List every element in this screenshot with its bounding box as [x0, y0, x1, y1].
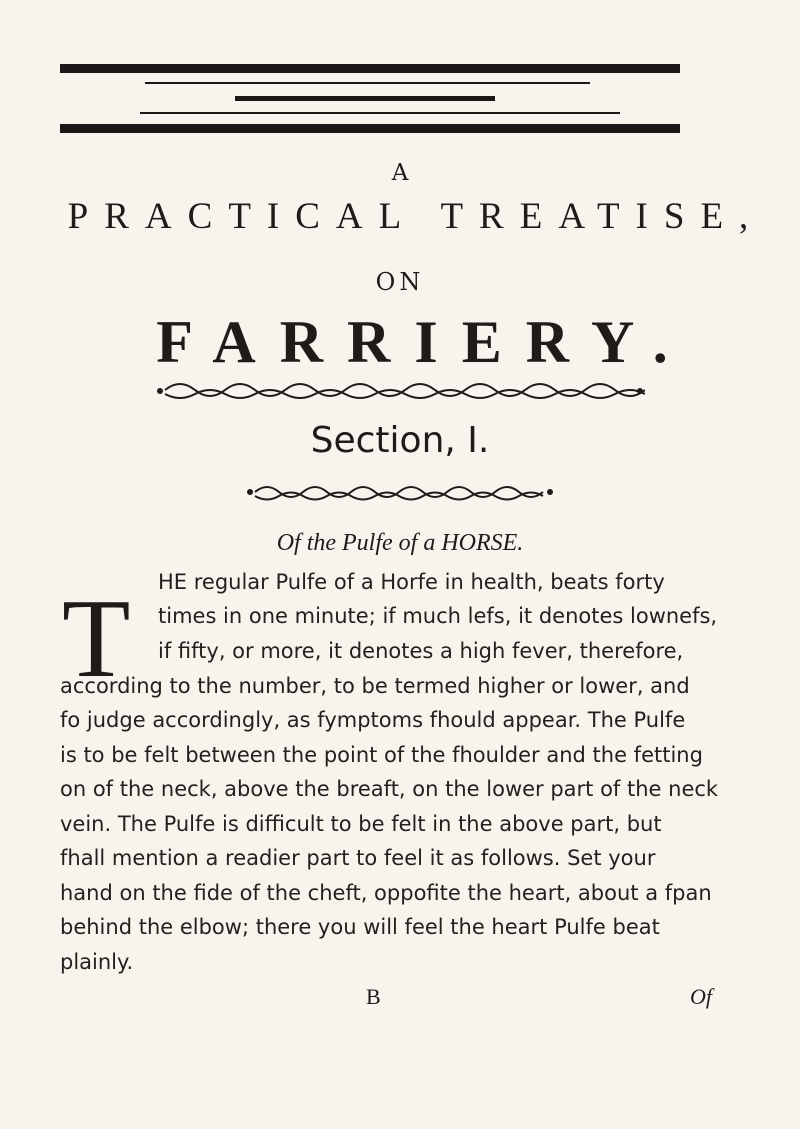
body-line: on of the neck, above the breaft, on the lower part of the neck — [60, 777, 719, 801]
body-line: HE regular Pulfe of a Horfe in health, beats forty — [158, 570, 665, 594]
body-line: fo judge accordingly, as fymptoms fhould appear. The Pulfe — [60, 708, 686, 732]
body-line: behind the elbow; there you will feel the heart Pulfe beat — [60, 915, 660, 939]
body-line: hand on the fide of the cheft, oppofite the heart, about a fpan — [60, 881, 712, 905]
signature-mark: B — [366, 984, 381, 1009]
body-line: plainly. — [60, 950, 134, 974]
page-title: PRACTICAL TREATISE, — [67, 196, 765, 237]
body-line: according to the number, to be termed higher or lower, and — [60, 674, 690, 698]
title-on: ON — [375, 268, 425, 296]
ornament-band-bottom — [245, 480, 555, 504]
ornament-band-top — [155, 377, 645, 403]
section-heading: Section, I. — [310, 420, 490, 461]
top-rule-medium — [235, 96, 495, 101]
body-line: fhall mention a readier part to feel it as follows. Set your — [60, 846, 656, 870]
top-rule-thick-2 — [60, 124, 680, 133]
section-subheading: Of the Pulfe of a HORSE. — [276, 530, 524, 556]
title-prefix: A — [391, 160, 409, 186]
body-line: times in one minute; if much lefs, it denotes lownefs, — [158, 604, 718, 628]
top-rule-thin-2 — [140, 112, 620, 114]
body-line: is to be felt between the point of the fhoulder and the fetting — [60, 743, 703, 767]
top-rule-thick — [60, 64, 680, 73]
title-subject: FARRIERY. — [156, 309, 692, 375]
body-line: vein. The Pulfe is difficult to be felt in the above part, but — [60, 812, 662, 836]
catchword: Of — [690, 984, 712, 1009]
top-rule-thin-1 — [145, 82, 590, 84]
body-line: if fifty, or more, it denotes a high fever, therefore, — [158, 639, 684, 663]
drop-cap: T — [62, 577, 131, 701]
